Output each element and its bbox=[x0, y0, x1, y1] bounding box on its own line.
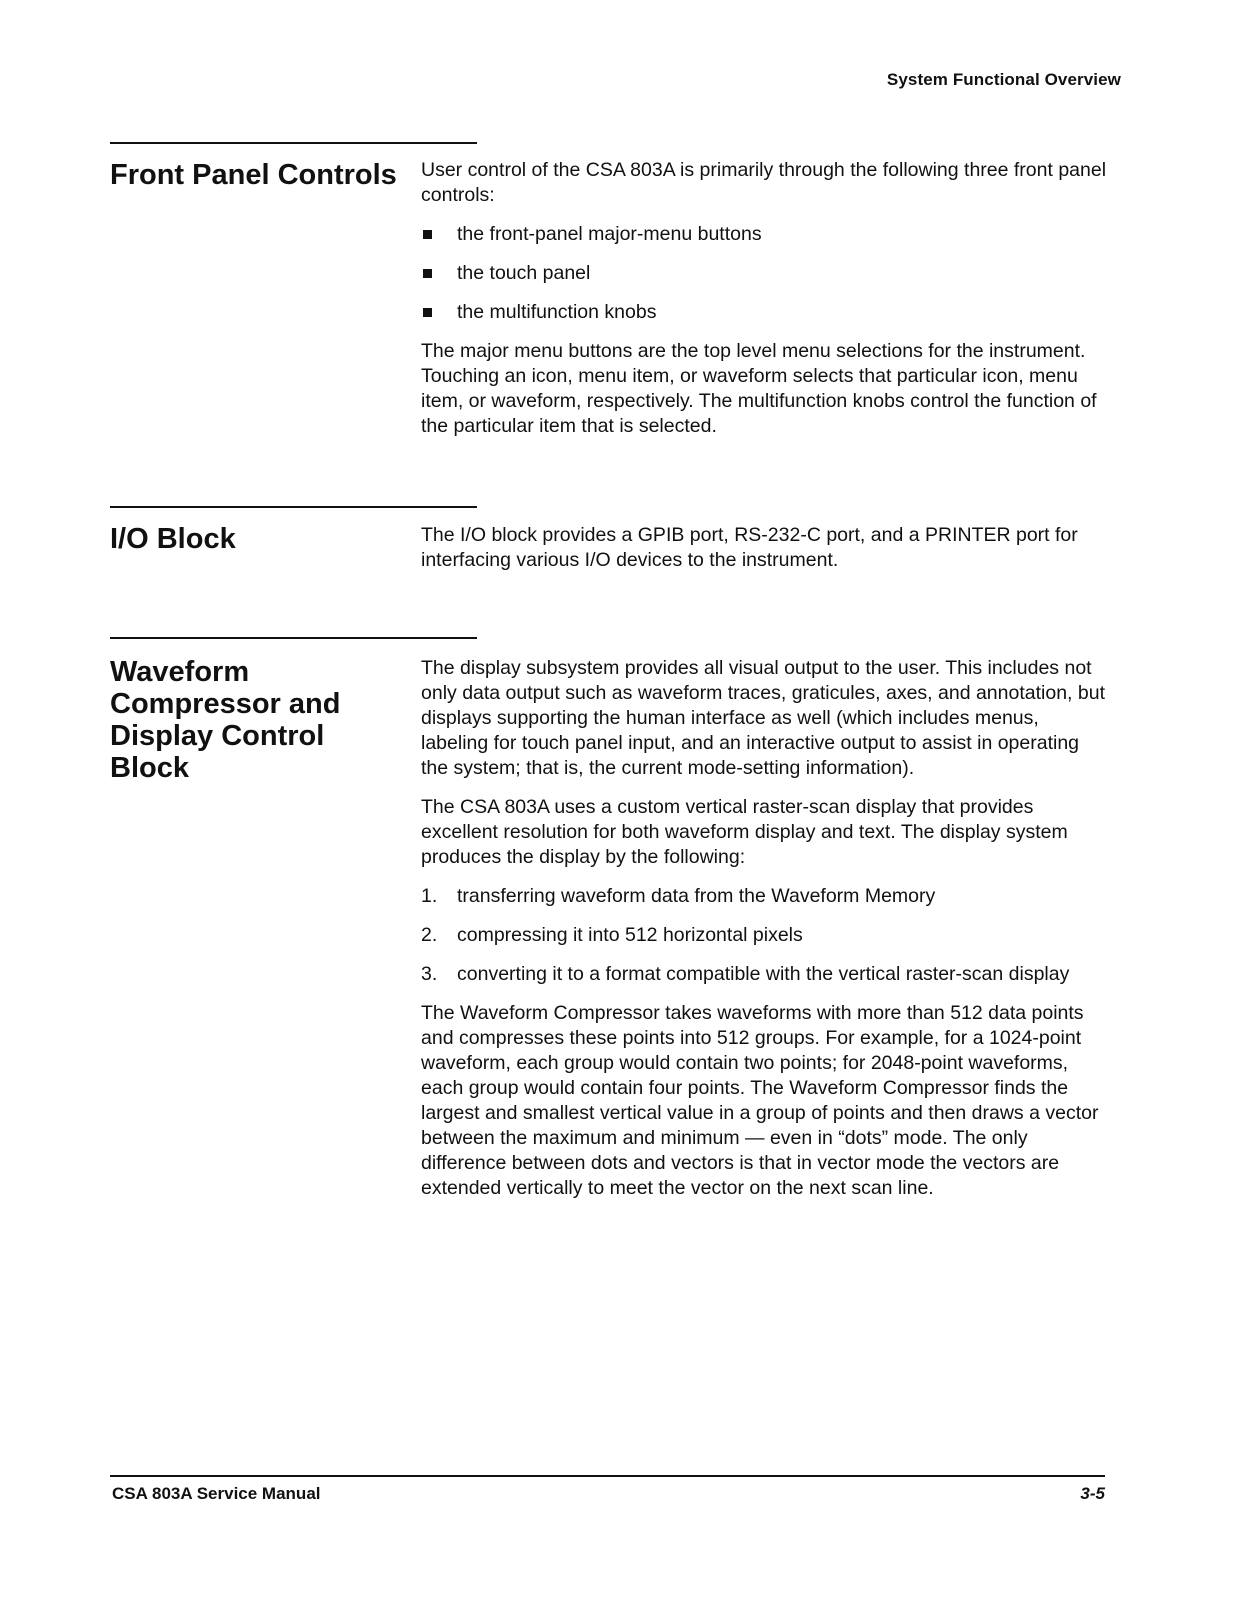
list-item bbox=[421, 261, 1111, 286]
list-item bbox=[421, 222, 1111, 247]
list-item bbox=[421, 300, 1111, 325]
body-paragraph: The CSA 803A uses a custom vertical raster-scan display that provides excellent resolution for both waveform display and text. The display system produces the display by the following: bbox=[421, 796, 1068, 868]
list-item-number: 1. bbox=[421, 885, 438, 907]
list-item bbox=[421, 884, 1111, 909]
list-item-text: the front-panel major-menu buttons bbox=[457, 223, 762, 245]
section-body bbox=[421, 656, 1111, 1215]
list-item-text: transferring waveform data from the Waveform Memory bbox=[457, 885, 936, 907]
section-heading: Waveform Compressor and Display Control Block bbox=[110, 656, 341, 784]
list-item-number: 3. bbox=[421, 963, 438, 985]
list-item-text: compressing it into 512 horizontal pixels bbox=[457, 924, 803, 946]
running-header: System Functional Overview bbox=[886, 70, 1121, 89]
body-paragraph: The I/O block provides a GPIB port, RS-232-C port, and a PRINTER port for interfacing various I/O devices to the instrument. bbox=[421, 524, 1078, 571]
section-rule bbox=[110, 142, 477, 144]
section-body bbox=[421, 158, 1111, 453]
numbered-list bbox=[421, 884, 1111, 987]
section-body bbox=[421, 523, 1111, 587]
square-bullet-icon bbox=[423, 308, 432, 317]
bullet-list bbox=[421, 222, 1111, 325]
intro-paragraph: User control of the CSA 803A is primarily through the following three front panel controls: bbox=[421, 159, 1107, 206]
section-heading: Front Panel Controls bbox=[110, 159, 397, 191]
footer-rule bbox=[110, 1475, 1105, 1477]
section-rule bbox=[110, 506, 477, 508]
section-rule bbox=[110, 637, 477, 639]
body-paragraph: The major menu buttons are the top level menu selections for the instrument. Touching an icon, menu item, or waveform selects that particular icon, menu item, or waveform, respectively. The multifunction knobs control the function of the particular item that is selected. bbox=[421, 340, 1097, 437]
footer-manual-title: CSA 803A Service Manual bbox=[112, 1484, 321, 1503]
footer-page-number: 3-5 bbox=[1080, 1484, 1105, 1503]
list-item bbox=[421, 962, 1111, 987]
body-paragraph: The Waveform Compressor takes waveforms with more than 512 data points and compresses these points into 512 groups. For example, for a 1024-point waveform, each group would contain two points; for 2048-point waveforms, each group would contain four points. The Waveform Compressor finds the largest and smallest vertical value in a group of points and then draws a vector between the maximum and minimum — even in “dots” mode. The only difference between dots and vectors is that in vector mode the vectors are extended vertically to meet the vector on the next scan line. bbox=[421, 1002, 1099, 1199]
square-bullet-icon bbox=[423, 269, 432, 278]
list-item-text: the touch panel bbox=[457, 262, 591, 284]
list-item-text: converting it to a format compatible with the vertical raster-scan display bbox=[457, 963, 1070, 985]
list-item-number: 2. bbox=[421, 924, 438, 946]
body-paragraph: The display subsystem provides all visual output to the user. This includes not only data output such as waveform traces, graticules, axes, and annotation, but displays supporting the human interface as well (which includes menus, labeling for touch panel input, and an interactive output to assist in operating the system; that is, the current mode-setting information). bbox=[421, 657, 1105, 779]
list-item bbox=[421, 923, 1111, 948]
section-heading: I/O Block bbox=[110, 523, 236, 555]
list-item-text: the multifunction knobs bbox=[457, 301, 657, 323]
square-bullet-icon bbox=[423, 230, 432, 239]
